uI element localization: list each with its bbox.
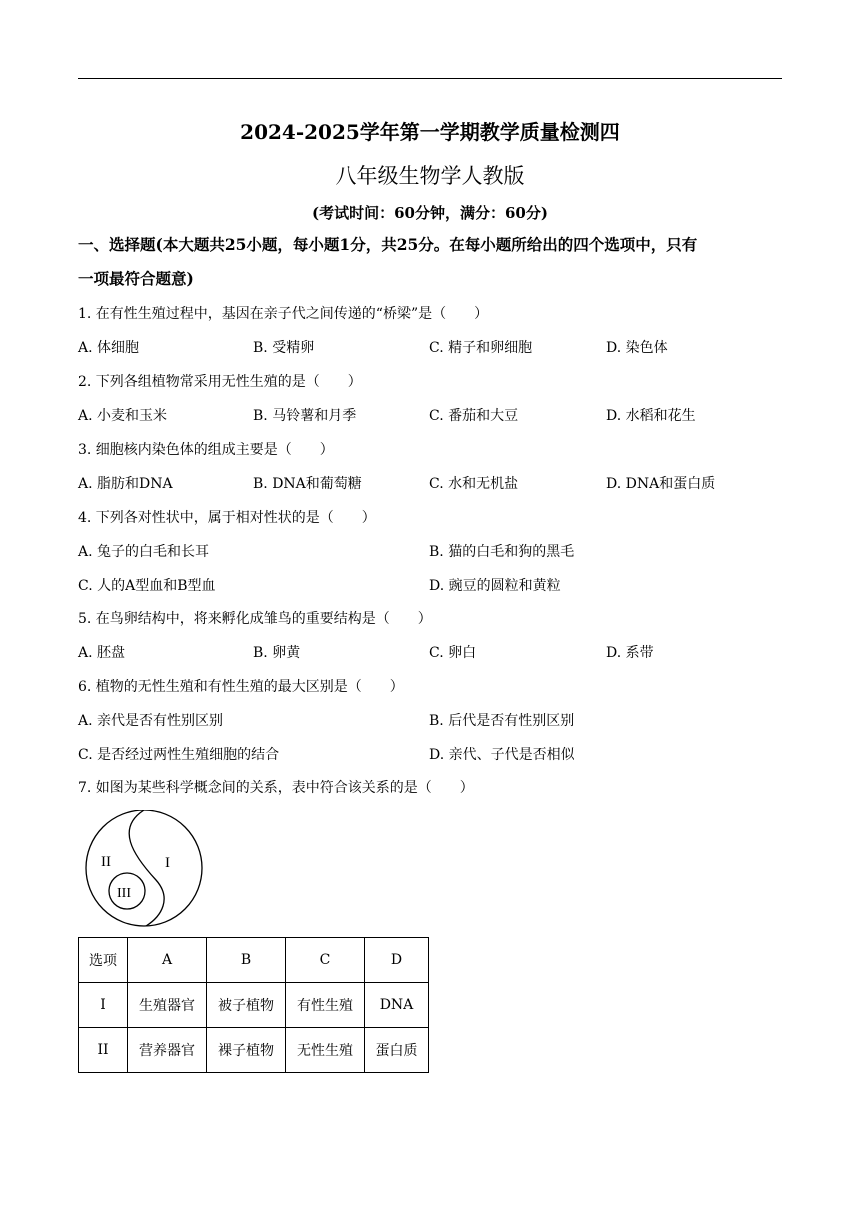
option-c: C. 人的A型血和B型血: [78, 578, 216, 594]
exam-subtitle: 八年级生物学人教版: [335, 164, 525, 188]
table-cell: DNA: [365, 983, 429, 1028]
question-stem: 1. 在有性生殖过程中，基因在亲子代之间传递的“桥梁”是（ ）: [78, 306, 489, 322]
question-stem: 3. 细胞核内染色体的组成主要是（ ）: [78, 442, 334, 458]
table-cell: B: [207, 938, 286, 983]
option-d: D. 亲代、子代是否相似: [429, 747, 575, 763]
option-d: D. 系带: [606, 645, 654, 661]
option-b: B. 受精卵: [253, 340, 315, 356]
question-stem: 5. 在鸟卵结构中，将来孵化成雏鸟的重要结构是（ ）: [78, 611, 432, 627]
table-cell: I: [79, 983, 128, 1028]
option-b: B. DNA和葡萄糖: [253, 476, 362, 492]
option-d: D. 染色体: [606, 340, 668, 356]
table-cell: 无性生殖: [286, 1028, 365, 1073]
table-cell: 有性生殖: [286, 983, 365, 1028]
option-a: A. 胚盘: [78, 645, 126, 661]
question-stem: 7. 如图为某些科学概念间的关系，表中符合该关系的是（ ）: [78, 780, 474, 796]
table-cell: II: [79, 1028, 128, 1073]
table-cell: 选项: [79, 938, 128, 983]
table-cell: 裸子植物: [207, 1028, 286, 1073]
option-a: A. 兔子的白毛和长耳: [78, 544, 210, 560]
concept-diagram: [80, 810, 215, 928]
table-row: [79, 938, 429, 983]
option-b: B. 后代是否有性别区别: [429, 713, 575, 729]
s-curve: [129, 810, 164, 926]
table-cell: 生殖器官: [128, 983, 207, 1028]
question-stem: 4. 下列各对性状中，属于相对性状的是（ ）: [78, 510, 376, 526]
option-c: C. 精子和卵细胞: [429, 340, 533, 356]
option-d: D. 豌豆的圆粒和黄粒: [429, 578, 561, 594]
option-b: B. 马铃薯和月季: [253, 408, 357, 424]
table-cell: D: [365, 938, 429, 983]
section-heading-line2: 一项最符合题意): [78, 269, 194, 288]
option-d: D. 水稻和花生: [606, 408, 696, 424]
table-row: [79, 983, 429, 1028]
option-c: C. 卵白: [429, 645, 477, 661]
exam-info: (考试时间：60分钟，满分：60分): [312, 204, 548, 222]
option-d: D. DNA和蛋白质: [606, 476, 716, 492]
label-ii: II: [101, 854, 111, 870]
option-c: C. 水和无机盐: [429, 476, 519, 492]
option-c: C. 番茄和大豆: [429, 408, 519, 424]
table-cell: 蛋白质: [365, 1028, 429, 1073]
question-stem: 2. 下列各组植物常采用无性生殖的是（ ）: [78, 374, 362, 390]
option-a: A. 亲代是否有性别区别: [78, 713, 224, 729]
table-cell: 营养器官: [128, 1028, 207, 1073]
table-cell: 被子植物: [207, 983, 286, 1028]
table-row: [79, 1028, 429, 1073]
header-rule: [78, 78, 782, 79]
option-a: A. 小麦和玉米: [78, 408, 168, 424]
option-a: A. 体细胞: [78, 340, 140, 356]
label-iii: III: [117, 886, 131, 901]
exam-title: 2024-2025学年第一学期教学质量检测四: [240, 120, 620, 144]
option-b: B. 猫的白毛和狗的黑毛: [429, 544, 575, 560]
option-b: B. 卵黄: [253, 645, 301, 661]
section-heading-line1: 一、选择题(本大题共25小题，每小题1分，共25分。在每小题所给出的四个选项中，只有: [78, 235, 698, 254]
label-i: I: [165, 855, 170, 871]
table-cell: A: [128, 938, 207, 983]
option-c: C. 是否经过两性生殖细胞的结合: [78, 747, 280, 763]
question-stem: 6. 植物的无性生殖和有性生殖的最大区别是（ ）: [78, 679, 404, 695]
option-a: A. 脂肪和DNA: [78, 476, 173, 492]
options-table: [78, 937, 429, 1073]
table-cell: C: [286, 938, 365, 983]
